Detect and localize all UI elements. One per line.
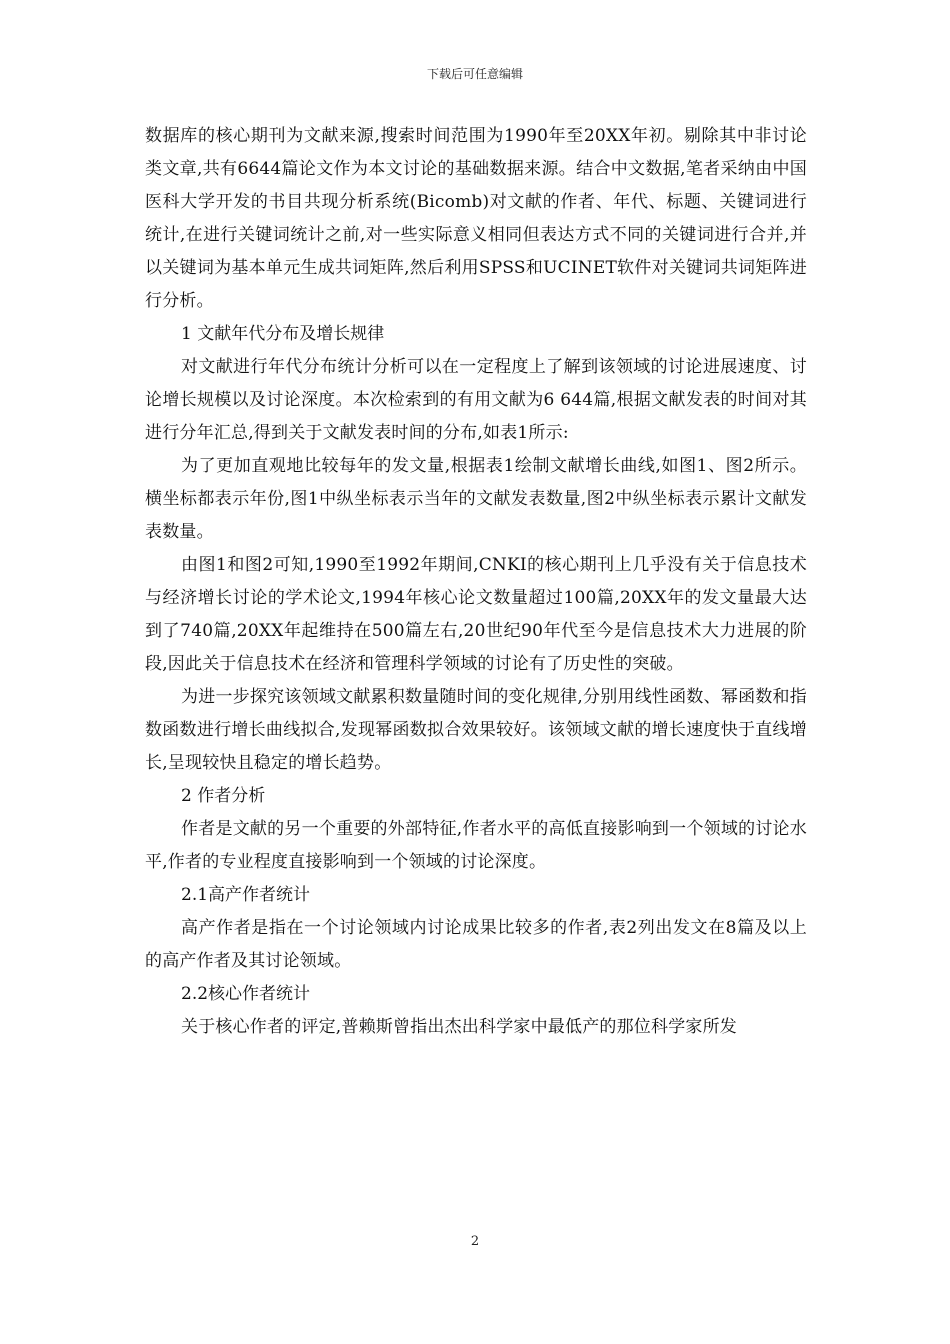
page-header: 下载后可任意编辑	[426, 67, 523, 81]
paragraph-author-analysis: 作者是文献的另一个重要的外部特征,作者水平的高低直接影响到一个领域的讨论水平,作者的专业程度直接影响到一个领域的讨论深度。	[145, 819, 807, 872]
section-heading-1: 1 文献年代分布及增长规律	[181, 324, 385, 344]
paragraph-core-authors: 关于核心作者的评定,普赖斯曾指出杰出科学家中最低产的那位科学家所发	[181, 1017, 738, 1037]
section-heading-2: 2 作者分析	[181, 786, 266, 806]
section-heading-2-1: 2.1高产作者统计	[181, 885, 311, 905]
section-heading-2-2: 2.2核心作者统计	[181, 984, 311, 1004]
document-body	[145, 120, 807, 1044]
paragraph-curve-fitting: 为进一步探究该领域文献累积数量随时间的变化规律,分别用线性函数、幂函数和指数函数进行增长曲线拟合,发现幂函数拟合效果较好。该领域文献的增长速度快于直线增长,呈现较快且稳定的增长趋势。	[145, 687, 807, 773]
page-number: 2	[470, 1234, 480, 1249]
paragraph-prolific-authors: 高产作者是指在一个讨论领域内讨论成果比较多的作者,表2列出发文在8篇及以上的高产作者及其讨论领域。	[145, 918, 807, 971]
paragraph-figure-analysis: 由图1和图2可知,1990至1992年期间,CNKI的核心期刊上几乎没有关于信息技术与经济增长讨论的学术论文,1994年核心论文数量超过100篇,20XX年的发文量最大达到了740篇,20XX年起维持在500篇左右,20世纪90年代至今是信息技术大力进展的阶段,因此关于信息技术在经济和管理科学领域的讨论有了历史性的突破。	[145, 555, 807, 674]
paragraph-year-distribution: 对文献进行年代分布统计分析可以在一定程度上了解到该领域的讨论进展速度、讨论增长规模以及讨论深度。本次检索到的有用文献为6 644篇,根据文献发表的时间对其进行分年汇总,得到关于文献发表时间的分布,如表1所示:	[145, 357, 807, 443]
paragraph-data-sources: 数据库的核心期刊为文献来源,搜索时间范围为1990年至20XX年初。剔除其中非讨论类文章,共有6644篇论文作为本文讨论的基础数据来源。结合中文数据,笔者采纳由中国医科大学开发的书目共现分析系统(Bicomb)对文献的作者、年代、标题、关键词进行统计,在进行关键词统计之前,对一些实际意义相同但表达方式不同的关键词进行合并,并以关键词为基本单元生成共词矩阵,然后利用SPSS和UCINET软件对关键词共词矩阵进行分析。	[145, 126, 807, 311]
paragraph-growth-curve: 为了更加直观地比较每年的发文量,根据表1绘制文献增长曲线,如图1、图2所示。横坐标都表示年份,图1中纵坐标表示当年的文献发表数量,图2中纵坐标表示累计文献发表数量。	[145, 456, 807, 542]
